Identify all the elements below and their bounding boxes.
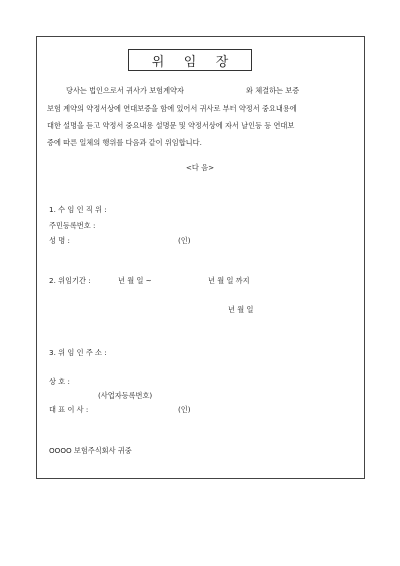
paragraph-line-1b: 와 체결하는 보증 bbox=[246, 86, 300, 95]
section1-jumin-label: 주민등록번호 : bbox=[49, 221, 96, 230]
section3-seal: (인) bbox=[178, 405, 191, 414]
section3-company-label: 상 호 : bbox=[49, 377, 70, 386]
section3-ceo-label: 대 표 이 사 : bbox=[49, 405, 89, 414]
section2-signed-date: 년 월 일 bbox=[228, 305, 254, 314]
section1-seal: (인) bbox=[178, 236, 191, 245]
title-char-2: 임 bbox=[183, 54, 197, 70]
section1-name-label: 성 명 : bbox=[49, 236, 70, 245]
paragraph-line-1a: 당사는 법인으로서 귀사가 보험계약자 bbox=[66, 86, 184, 95]
document-title bbox=[128, 49, 252, 71]
section1-label: 1. 수 임 인 직 위 : bbox=[49, 205, 107, 214]
title-char-3: 장 bbox=[215, 54, 229, 70]
paragraph-line-4: 증에 따른 일체의 행위를 다음과 같이 위임합니다. bbox=[47, 138, 202, 147]
paragraph-line-3: 대한 설명을 듣고 약정서 중요내용 설명문 및 약정서상에 자서 날인등 등 연대보 bbox=[47, 121, 295, 130]
dagum-heading: <다 음> bbox=[185, 163, 215, 172]
section3-biz-no: (사업자등록번호) bbox=[98, 391, 153, 400]
paragraph-line-2: 보험 계약의 약정서상에 연대보증을 함에 있어서 귀사로 부터 약정서 중요내용에 bbox=[47, 104, 297, 113]
section2-end-date: 년 월 일 까지 bbox=[208, 276, 250, 285]
section2-start-date: 년 월 일 ~ bbox=[118, 276, 152, 285]
title-char-1: 위 bbox=[151, 54, 165, 70]
section2-label: 2. 위임기간 : bbox=[49, 276, 91, 285]
section3-label: 3. 위 임 인 주 소 : bbox=[49, 348, 107, 357]
recipient-footer: OOOO 보험주식회사 귀중 bbox=[49, 446, 132, 455]
